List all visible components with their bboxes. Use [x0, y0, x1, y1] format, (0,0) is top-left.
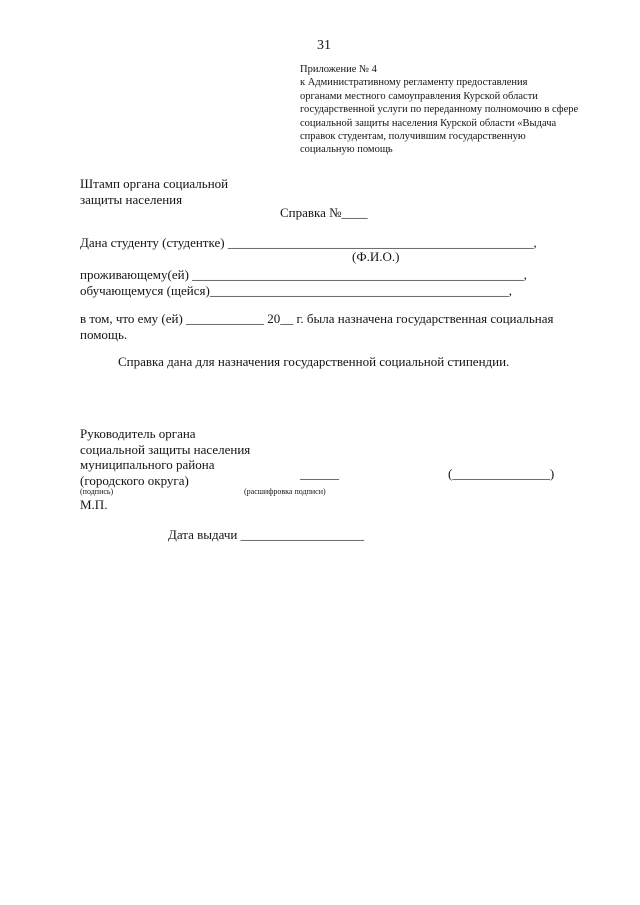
- studying-line: обучающемуся (щейся)______________________________________________,: [80, 283, 513, 298]
- issue-date-line: Дата выдачи ___________________: [168, 527, 365, 542]
- residing-line: проживающему(ей) ___________________________________________________,: [80, 267, 527, 282]
- head-line: социальной защиты населения: [80, 441, 251, 457]
- head-line: Руководитель органа: [80, 426, 196, 441]
- stamp-placeholder: [80, 176, 228, 207]
- appendix-line: социальную помощь: [300, 144, 393, 156]
- stamp-line: Штамп органа социальной: [80, 176, 229, 191]
- head-of-agency-block: [80, 426, 250, 488]
- appendix-line: государственной услуги по переданному полномочию в сфере: [300, 104, 579, 116]
- appendix-line: к Административному регламенту предоставления: [300, 77, 528, 89]
- stamp-line: защиты населения: [80, 191, 183, 207]
- signature-decode-line: (_______________): [448, 466, 555, 481]
- appendix-header: [300, 63, 578, 157]
- signature-caption: (подпись): [80, 487, 114, 496]
- signature-line: ______: [300, 466, 339, 481]
- seal-placeholder: М.П.: [80, 497, 108, 512]
- fio-caption: (Ф.И.О.): [352, 249, 400, 264]
- appendix-line: справок студентам, получившим государственную: [300, 131, 526, 143]
- head-line: муниципального района: [80, 457, 215, 473]
- appendix-line: Приложение № 4: [300, 64, 377, 75]
- appendix-line: социальной защиты населения Курской области «Выдача: [300, 117, 557, 129]
- assistance-statement-cont: помощь.: [80, 327, 128, 342]
- head-line: (городского округа): [80, 472, 189, 488]
- assistance-statement: в том, что ему (ей) ____________ 20__ г. была назначена государственная социальная: [80, 311, 554, 326]
- certificate-title: Справка №____: [280, 205, 368, 220]
- appendix-line: органами местного самоуправления Курской области: [300, 90, 538, 102]
- page-number: 31: [317, 38, 331, 53]
- signature-decode-caption: (расшифровка подписи): [244, 487, 326, 496]
- given-to-line: Дана студенту (студентке) _______________________________________________,: [80, 235, 537, 250]
- purpose-statement: Справка дана для назначения государственной социальной стипендии.: [118, 354, 510, 369]
